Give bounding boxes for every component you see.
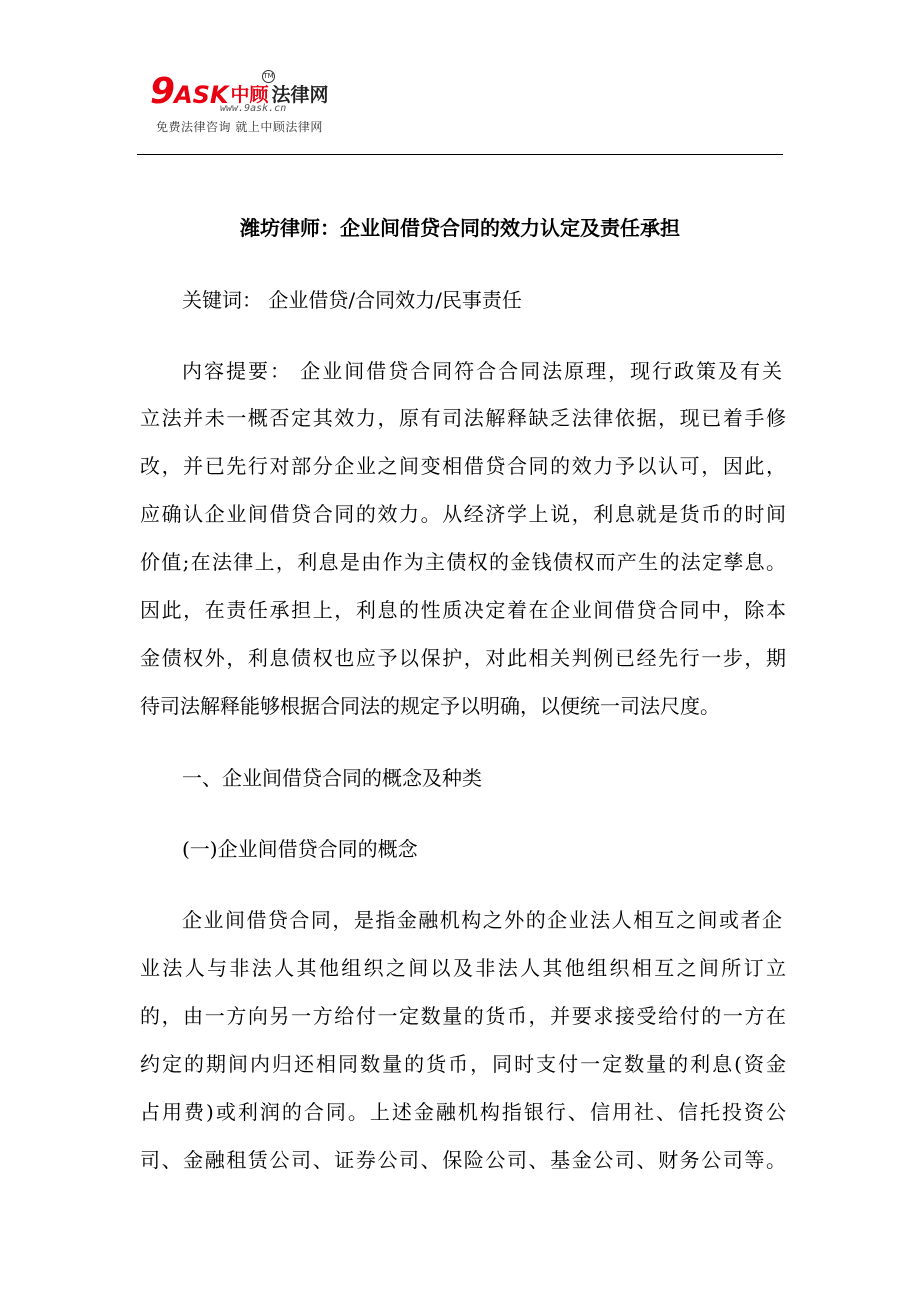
document-title: 潍坊律师：企业间借贷合同的效力认定及责任承担 [240, 216, 680, 240]
body-line: 的，由一方向另一方给付一定数量的货币，并要求接受给付的一方在 [140, 1004, 786, 1028]
site-logo [150, 70, 350, 140]
logo-url: www.9ask.cn [220, 103, 287, 114]
abstract-line: 改，并已先行对部分企业之间变相借贷合同的效力予以认可，因此， [140, 454, 786, 478]
body-line: 占用费)或利润的合同。上述金融机构指银行、信用社、信托投资公 [140, 1100, 786, 1124]
subsection-heading: (一)企业间借贷合同的概念 [182, 837, 418, 861]
abstract-line: 应确认企业间借贷合同的效力。从经济学上说，利息就是货币的时间 [140, 502, 786, 526]
abstract-line: 待司法解释能够根据合同法的规定予以明确，以便统一司法尺度。 [140, 694, 720, 718]
abstract-line: 价值;在法律上，利息是由作为主债权的金钱债权而产生的法定孳息。 [140, 550, 786, 574]
abstract-line: 内容提要： 企业间借贷合同符合合同法原理，现行政策及有关 [182, 359, 782, 383]
logo-slogan: 免费法律咨询 就上中顾法律网 [156, 120, 323, 134]
logo-brand-cn: 中顾 [230, 84, 269, 106]
body-line: 司、金融租赁公司、证券公司、保险公司、基金公司、财务公司等。 [140, 1148, 786, 1172]
section-heading: 一、企业间借贷合同的概念及种类 [182, 766, 482, 790]
body-line: 约定的期间内归还相同数量的货币，同时支付一定数量的利息(资金 [140, 1052, 786, 1076]
trademark-icon: TM [262, 70, 275, 83]
logo-nine: 9 [150, 71, 174, 112]
body-line: 业法人与非法人其他组织之间以及非法人其他组织相互之间所订立 [140, 956, 786, 980]
body-line: 企业间借贷合同，是指金融机构之外的企业法人相互之间或者企 [182, 908, 782, 932]
header-divider [137, 154, 783, 155]
abstract-line: 因此，在责任承担上，利息的性质决定着在企业间借贷合同中，除本 [140, 598, 786, 622]
keywords-line: 关键词： 企业借贷/合同效力/民事责任 [182, 288, 522, 312]
abstract-line: 立法并未一概否定其效力，原有司法解释缺乏法律依据，现已着手修 [140, 406, 786, 430]
abstract-line: 金债权外，利息债权也应予以保护，对此相关判例已经先行一步，期 [140, 646, 786, 670]
logo-site-name: 法律网 [271, 84, 329, 106]
logo-ask: ASK [174, 81, 229, 109]
